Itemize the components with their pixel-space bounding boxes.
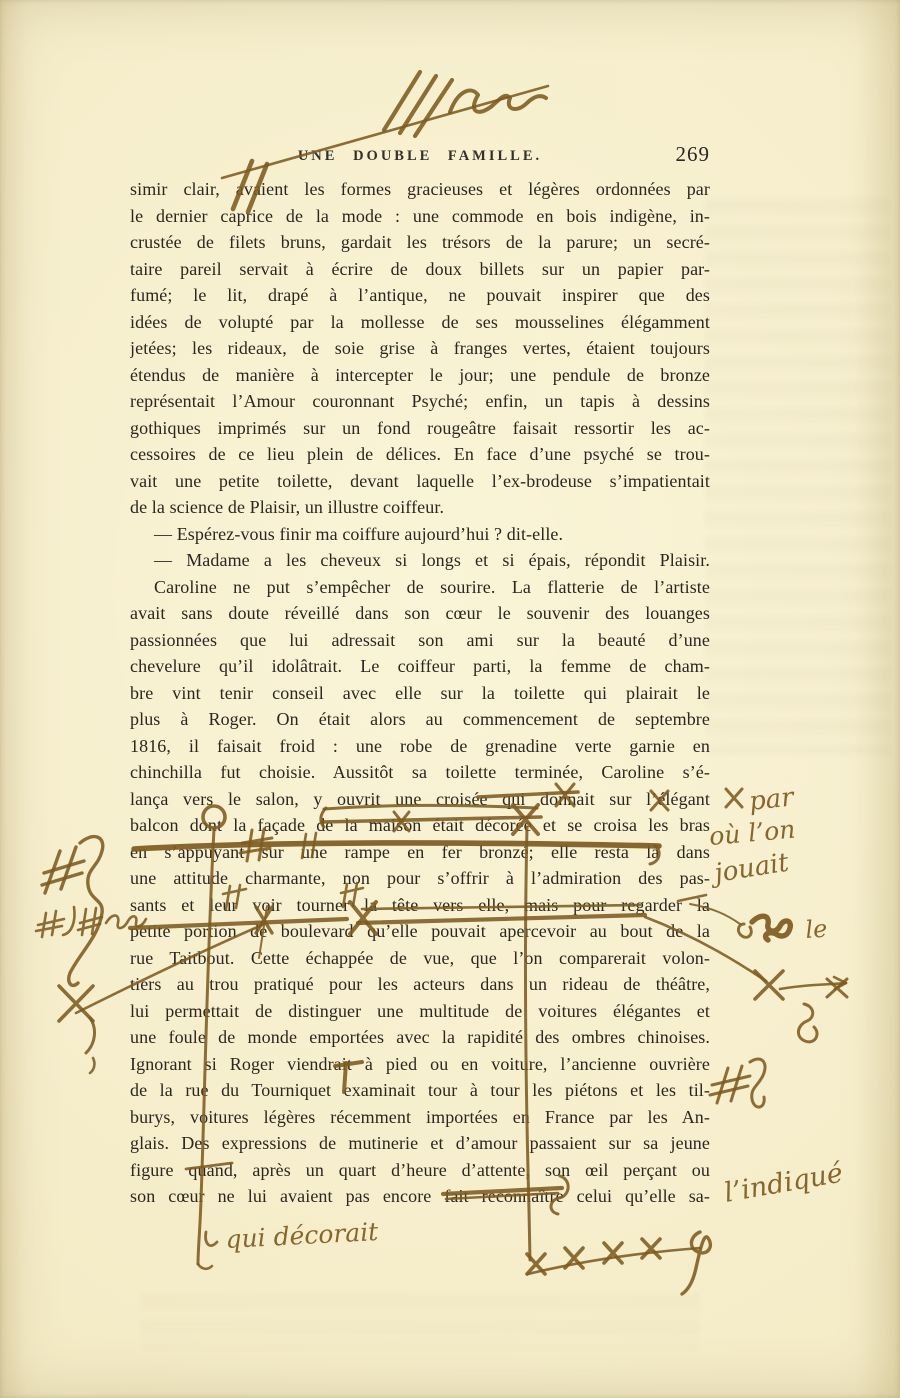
- text-line: figure quand, après un quart d’heure d’attente, son œil perçant ou: [130, 1159, 710, 1180]
- text-line: glais. Des expressions de mutinerie et d’amour passaient sur sa jeune: [130, 1133, 710, 1153]
- hw-note-ou-lon: où l’on: [707, 814, 797, 851]
- verso-showthrough: [140, 1290, 700, 1350]
- page-number: 269: [675, 142, 710, 166]
- text-line: lança vers le salon, y ouvrit une croisée qui donnait sur l’élégant: [130, 788, 710, 809]
- running-title: UNE DOUBLE FAMILLE.: [297, 148, 543, 164]
- hw-note-jouait: jouait: [712, 847, 791, 889]
- text-line: avait sans doute réveillé dans son cœur le souvenir des louanges: [130, 603, 710, 623]
- text-line: vait une petite toilette, devant laquelle l’ex-brodeuse s’impatientait: [130, 470, 710, 491]
- text-line: chevelure qu’il idolâtrait. Le coiffeur parti, la femme de cham-: [130, 656, 710, 676]
- text-line: de la rue du Tourniquet examinait tour à tour les piétons et les til-: [130, 1080, 710, 1100]
- text-line: jetées; les rideaux, de soie grise à franges vertes, étaient toujours: [130, 338, 710, 358]
- text-line: — Espérez-vous finir ma coiffure aujourd’hui ? dit-elle.: [154, 523, 564, 544]
- hw-note-indique: l’indiqué: [721, 1157, 846, 1209]
- bottom-x-row: [527, 1232, 710, 1294]
- verso-showthrough: [705, 195, 890, 755]
- text-line: crustée de filets bruns, gardait les trésors de la parure; un secré-: [130, 232, 710, 252]
- text-line: tiers au trou pratiqué pour les acteurs dans un rideau de théâtre,: [130, 974, 710, 994]
- text-line: bre vint tenir conseil avec elle sur la toilette qui plairait le: [130, 682, 710, 703]
- text-line: Caroline ne put s’empêcher de sourire. La flatterie de l’artiste: [154, 576, 710, 597]
- page-header: [130, 142, 710, 172]
- text-line: simir clair, avaient les formes gracieuses et légères ordonnées par: [130, 179, 710, 199]
- text-line: son cœur ne lui avaient pas encore fait reconnaître celui qu’elle sa-: [130, 1186, 710, 1206]
- text-line: fumé; le lit, drapé à l’antique, ne pouvait inspirer que des: [130, 285, 710, 305]
- text-line: en s’appuyant sur une rampe en fer bronzé; elle resta là dans: [130, 841, 710, 862]
- right-margin-hg-mark: [710, 1059, 765, 1107]
- margin-x-marks-right: [755, 971, 847, 1042]
- hw-note-par: par: [747, 782, 796, 817]
- text-line: une attitude charmante, non pour s’offrir à l’admiration des pas-: [130, 868, 710, 888]
- text-line: — Madame a les cheveux si longs et si épais, répondit Plaisir.: [154, 550, 710, 570]
- text-line: idées de volupté par la mollesse de ses mousselines élégamment: [130, 311, 710, 332]
- text-line: rue Taitbout. Cette échappée de vue, que l’on comparerait volon-: [130, 947, 710, 968]
- text-line: le dernier caprice de la mode : une commode en bois indigène, in-: [130, 205, 710, 226]
- text-line: chinchilla fut choisie. Aussitôt sa toilette terminée, Caroline s’é-: [130, 762, 710, 782]
- text-line: étendus de manière à intercepter le jour; une pendule de bronze: [130, 364, 710, 385]
- text-line: lui permettait de distinguer une multitude de voitures élégantes et: [130, 1000, 710, 1021]
- text-line: sants et leur voir tourner la tête vers elle, mais pour regarder la: [130, 894, 710, 915]
- text-line: gothiques imprimés sur un fond rougeâtre faisait ressortir les ac-: [130, 417, 710, 438]
- scribble-blob: [738, 916, 790, 940]
- text-block: [130, 176, 710, 1210]
- x-mark-before-par: [726, 789, 742, 807]
- text-line: balcon dont la façade de la maison était décorée et se croisa les bras: [130, 815, 710, 835]
- text-line: une foule de monde emportées avec la rapidité des ombres chinoises.: [130, 1027, 710, 1047]
- text-line: plus à Roger. On était alors au commencement de septembre: [130, 709, 710, 729]
- text-line: petite portion de boulevard qu’elle pouvait apercevoir au bout de la: [130, 921, 710, 941]
- left-margin-flourish: [42, 837, 103, 986]
- text-line: de la science de Plaisir, un illustre coiffeur.: [130, 497, 445, 517]
- loop-before-qui-decorait: [206, 1232, 217, 1246]
- hw-note-le: le: [804, 914, 829, 944]
- hw-note-qui-decorait: qui décorait: [224, 1217, 379, 1254]
- text-line: cessoires de ce lieu plein de délices. En face d’une psyché se trou-: [130, 444, 710, 464]
- text-line: Ignorant si Roger viendrait à pied ou en voiture, l’ancienne ouvrière: [130, 1053, 710, 1074]
- text-line: représentait l’Amour couronnant Psyché; enfin, un tapis à dessins: [130, 391, 710, 411]
- text-line: taire pareil servait à écrire de doux billets sur un papier par-: [130, 258, 710, 279]
- text-line: passionnées que lui adressait son ami sur la beauté d’une: [130, 629, 710, 650]
- text-line: 1816, il faisait froid : une robe de grenadine verte garnie en: [130, 735, 710, 756]
- text-line: burys, voitures légères récemment importées en France par les An-: [130, 1106, 710, 1127]
